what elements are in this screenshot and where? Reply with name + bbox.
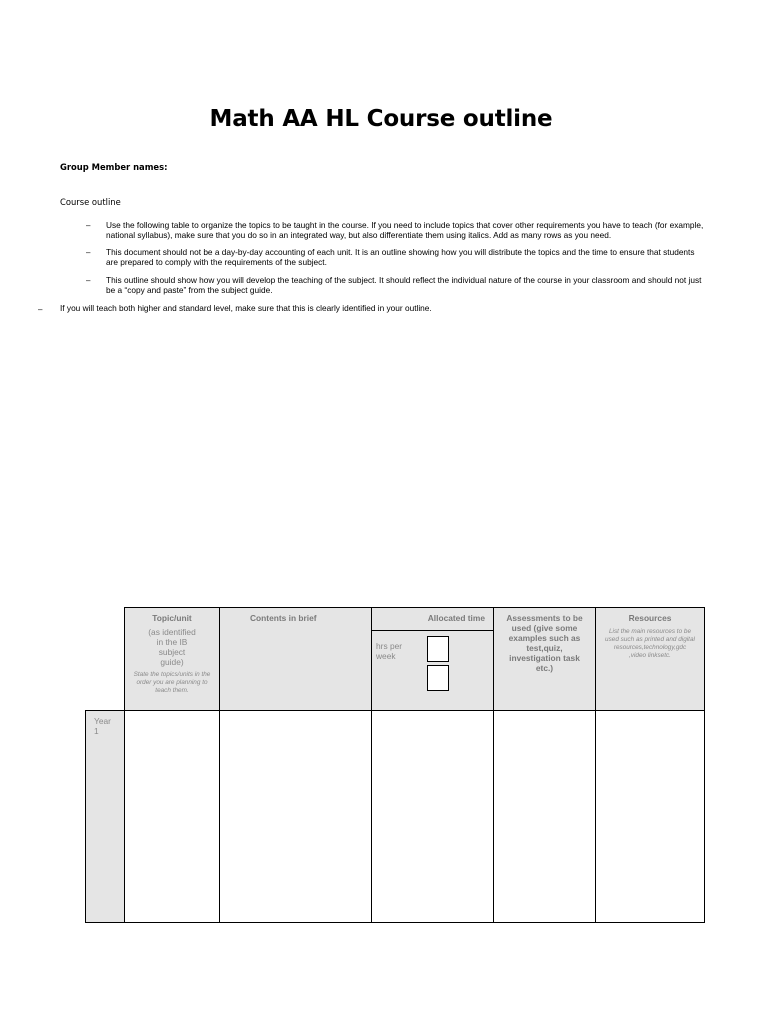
group-member-label: Group Member names: bbox=[60, 162, 168, 172]
resources-cell[interactable] bbox=[596, 711, 705, 923]
allocated-time-header: Allocated time bbox=[427, 613, 485, 623]
bullet-dash: – bbox=[86, 276, 91, 285]
hrs-per-week-area bbox=[372, 631, 493, 710]
instruction-item: Use the following table to organize the topics to be taught in the course. If you need to include topics that cover other requirements you have to teach (for example, national syllabus), make sure that you do so in an integrated way, but also differentiate them using italics. Add as many rows as you need. bbox=[106, 220, 704, 240]
allocated-time-header-area bbox=[372, 608, 493, 631]
hours-input-box-1[interactable] bbox=[427, 636, 449, 662]
allocated-time-header-cell bbox=[372, 608, 494, 711]
page-title: Math AA HL Course outline bbox=[209, 106, 553, 132]
bullet-dash: – bbox=[86, 221, 91, 230]
topic-sub: (as identified in the IB subject guide) bbox=[148, 627, 196, 667]
empty-corner-cell bbox=[86, 608, 125, 711]
instruction-item: If you will teach both higher and standard level, make sure that this is clearly identified in your outline. bbox=[60, 303, 432, 313]
resources-note: List the main resources to be used such as printed and digital resources,technology,gdc ,video linksetc. bbox=[605, 628, 695, 659]
instruction-item: This document should not be a day-by-day accounting of each unit. It is an outline showing how you will distribute the topics and the time to ensure that students are prepared to comply with the requirements of the subject. bbox=[106, 247, 695, 267]
hours-input-box-2[interactable] bbox=[427, 665, 449, 691]
assessments-cell[interactable] bbox=[494, 711, 596, 923]
assessments-header: Assessments to be used (give some examples such as test,quiz, investigation task etc.) bbox=[506, 613, 583, 673]
course-outline-heading: Course outline bbox=[60, 197, 121, 207]
contents-header: Contents in brief bbox=[250, 613, 317, 623]
topic-header: Topic/unit bbox=[152, 613, 192, 623]
assessments-header-cell bbox=[494, 608, 596, 711]
bullet-dash: – bbox=[38, 305, 43, 314]
resources-header-cell bbox=[596, 608, 705, 711]
course-outline-table bbox=[85, 607, 705, 923]
allocated-time-cell[interactable] bbox=[372, 711, 494, 923]
topic-header-cell bbox=[125, 608, 220, 711]
year-cell bbox=[86, 711, 125, 923]
bullet-dash: – bbox=[86, 248, 91, 257]
topic-cell[interactable] bbox=[125, 711, 220, 923]
resources-header: Resources bbox=[628, 613, 672, 623]
hrs-per-week-label: hrs per week bbox=[376, 641, 403, 661]
contents-cell[interactable] bbox=[220, 711, 372, 923]
topic-note: State the topics/units in the order you are planning to teach them. bbox=[133, 671, 211, 694]
instruction-item: This outline should show how you will develop the teaching of the subject. It should reflect the individual nature of the course in your classroom and should not just be a “copy and paste” from the subject guide. bbox=[106, 275, 702, 295]
contents-header-cell bbox=[220, 608, 372, 711]
year-label: Year 1 bbox=[94, 716, 111, 736]
